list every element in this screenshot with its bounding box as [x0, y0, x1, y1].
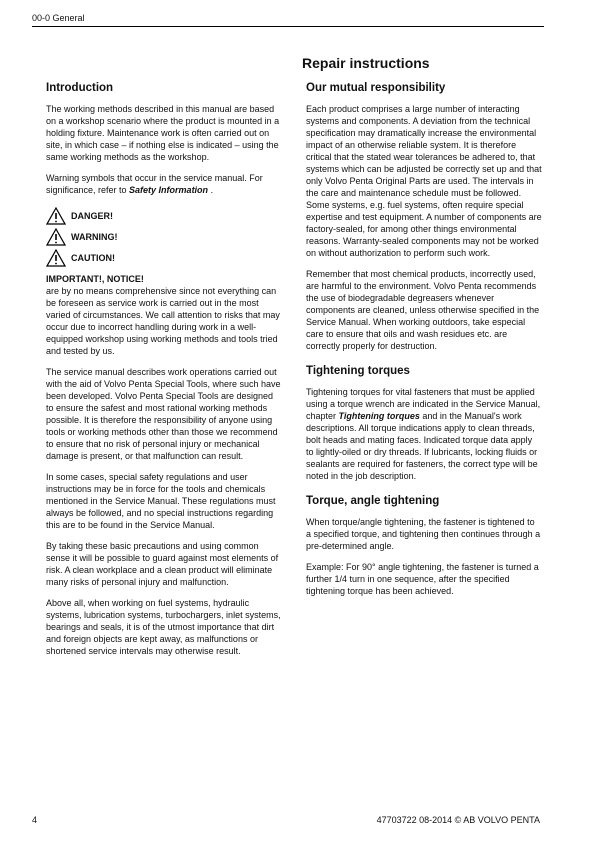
danger-label: DANGER! — [71, 210, 113, 221]
intro-paragraph: The working methods described in this manual are based on a workshop scenario where the product is mounted in a holding fixture. Maintenance work is often carried out on site, in which case – if nothing else is indicated – using the same working methods as the workshop. — [46, 104, 280, 162]
mutual-paragraph-2: Some systems, e.g. fuel systems, often require special expertise and test equipment. A number of components are factory-sealed, for among other things environmental reasons. Warranty-sealed components may not be worked on without authorization to perform such work. — [306, 200, 542, 258]
warning-triangle-icon — [46, 249, 66, 267]
special-regulations-paragraph: In some cases, special safety regulations and user instructions may be in force for the tools and chemicals mentioned in the Service Manual. These regulations must always be followed, and no special instructions regarding this are to be found in the Service Manual. — [46, 472, 276, 530]
running-header: 00-0 General — [32, 13, 85, 23]
document-info: 47703722 08-2014 © AB VOLVO PENTA — [376, 815, 540, 825]
introduction-heading: Introduction — [46, 82, 114, 94]
page-number: 4 — [32, 815, 38, 825]
service-manual-paragraph: The service manual describes work operations carried out with the aid of Volvo Penta Special Tools, where such have been developed. Volvo Penta Special Tools are designed to ensure the safest and most rational working methods possible. It is therefore the responsibility of anyone using tools or working methods other than those we recommend to ensure that no risk of personal injury or mechanical damage is present, or that malfunction can result. — [46, 367, 281, 461]
warning-notice — [46, 226, 282, 247]
tightening-torques-heading: Tightening torques — [306, 365, 410, 377]
precautions-paragraph: By taking these basic precautions and using common sense it will be possible to guard against most elements of risk. A clean workplace and a clean product will eliminate many risks of personal injury and malfunction. — [46, 541, 279, 587]
page-title: Repair instructions — [302, 55, 430, 71]
right-column — [306, 81, 542, 606]
mutual-paragraph-3: Remember that most chemical products, incorrectly used, are harmful to the environment. Volvo Penta recommends the use of biodegradable degreasers whenever components are cleaned, unless otherwise specified in the Service Manual. When working outdoors, take especial care to ensure that oils and wash residues etc. are correctly properly for destruction. — [306, 269, 540, 351]
tightening-torques-paragraph: Tightening torques for vital fasteners that must be applied using a torque wrench are indicated in the Service Manual, chapter Tightening torques and in the Manual's work descriptions. All torque indications apply to clean threads, bolt heads and mating faces. Indicated torque data apply to lightly-oiled or dry threads. If lubricants, locking fluids or sealants are required for fasteners, the correct type will be noted in the job description. — [306, 387, 541, 481]
important-notice-text: are by no means comprehensive since not everything can be foreseen as service work is carried out in the most varied of circumstances. We call attention to risks that may occur due to incorrect handling during work in a well-equipped workshop using working methods and tools tried and tested by us. — [46, 286, 280, 356]
warning-symbols-intro: Warning symbols that occur in the service manual. For significance, refer to Safety Information . — [46, 173, 263, 195]
safety-information-link[interactable]: Safety Information — [129, 185, 209, 195]
important-notice-title: IMPORTANT!, NOTICE! — [46, 274, 144, 284]
left-column — [46, 81, 282, 666]
mutual-paragraph-1: Each product comprises a large number of interacting systems and components. A deviation from the technical specification may dramatically increase the environmental impact of an otherwise reliable system. It is therefore critical that the stated wear tolerances be adhered to, that systems which can be adjusted be correctly set up and that only Volvo Penta Original Parts are used. The intervals in the care and maintenance schedule must be followed. Some systems, e.g. fuel systems, often require special expertise and test equipment. A number of components are factory-sealed, for among other things environmental reasons. Warranty-sealed components may not be worked on without authorization to perform such work. — [306, 104, 542, 258]
cleanliness-paragraph: Above all, when working on fuel systems, hydraulic systems, lubrication systems, turbochargers, inlet systems, bearings and seals, it is of the utmost importance that dirt and foreign objects are kept away, as malfunctions or shortened service intervals may otherwise result. — [46, 598, 281, 656]
angle-tightening-paragraph-1: When torque/angle tightening, the fastener is tightened to a specified torque, and tightening then continues through a pre-determined angle. — [306, 517, 541, 551]
tightening-torques-link[interactable]: Tightening torques — [338, 411, 420, 421]
caution-notice — [46, 247, 282, 268]
angle-tightening-paragraph-2: Example: For 90° angle tightening, the fastener is turned a further 1/4 turn in one sequence, after the specified tightening torque has been achieved. — [306, 562, 539, 596]
angle-tightening-heading: Torque, angle tightening — [306, 495, 440, 507]
mutual-responsibility-heading: Our mutual responsibility — [306, 82, 446, 94]
warning-triangle-icon — [46, 228, 66, 246]
warning-label: WARNING! — [71, 231, 118, 242]
caution-label: CAUTION! — [71, 252, 115, 263]
danger-notice — [46, 205, 282, 226]
warning-triangle-icon — [46, 207, 66, 225]
header-rule — [32, 26, 544, 27]
